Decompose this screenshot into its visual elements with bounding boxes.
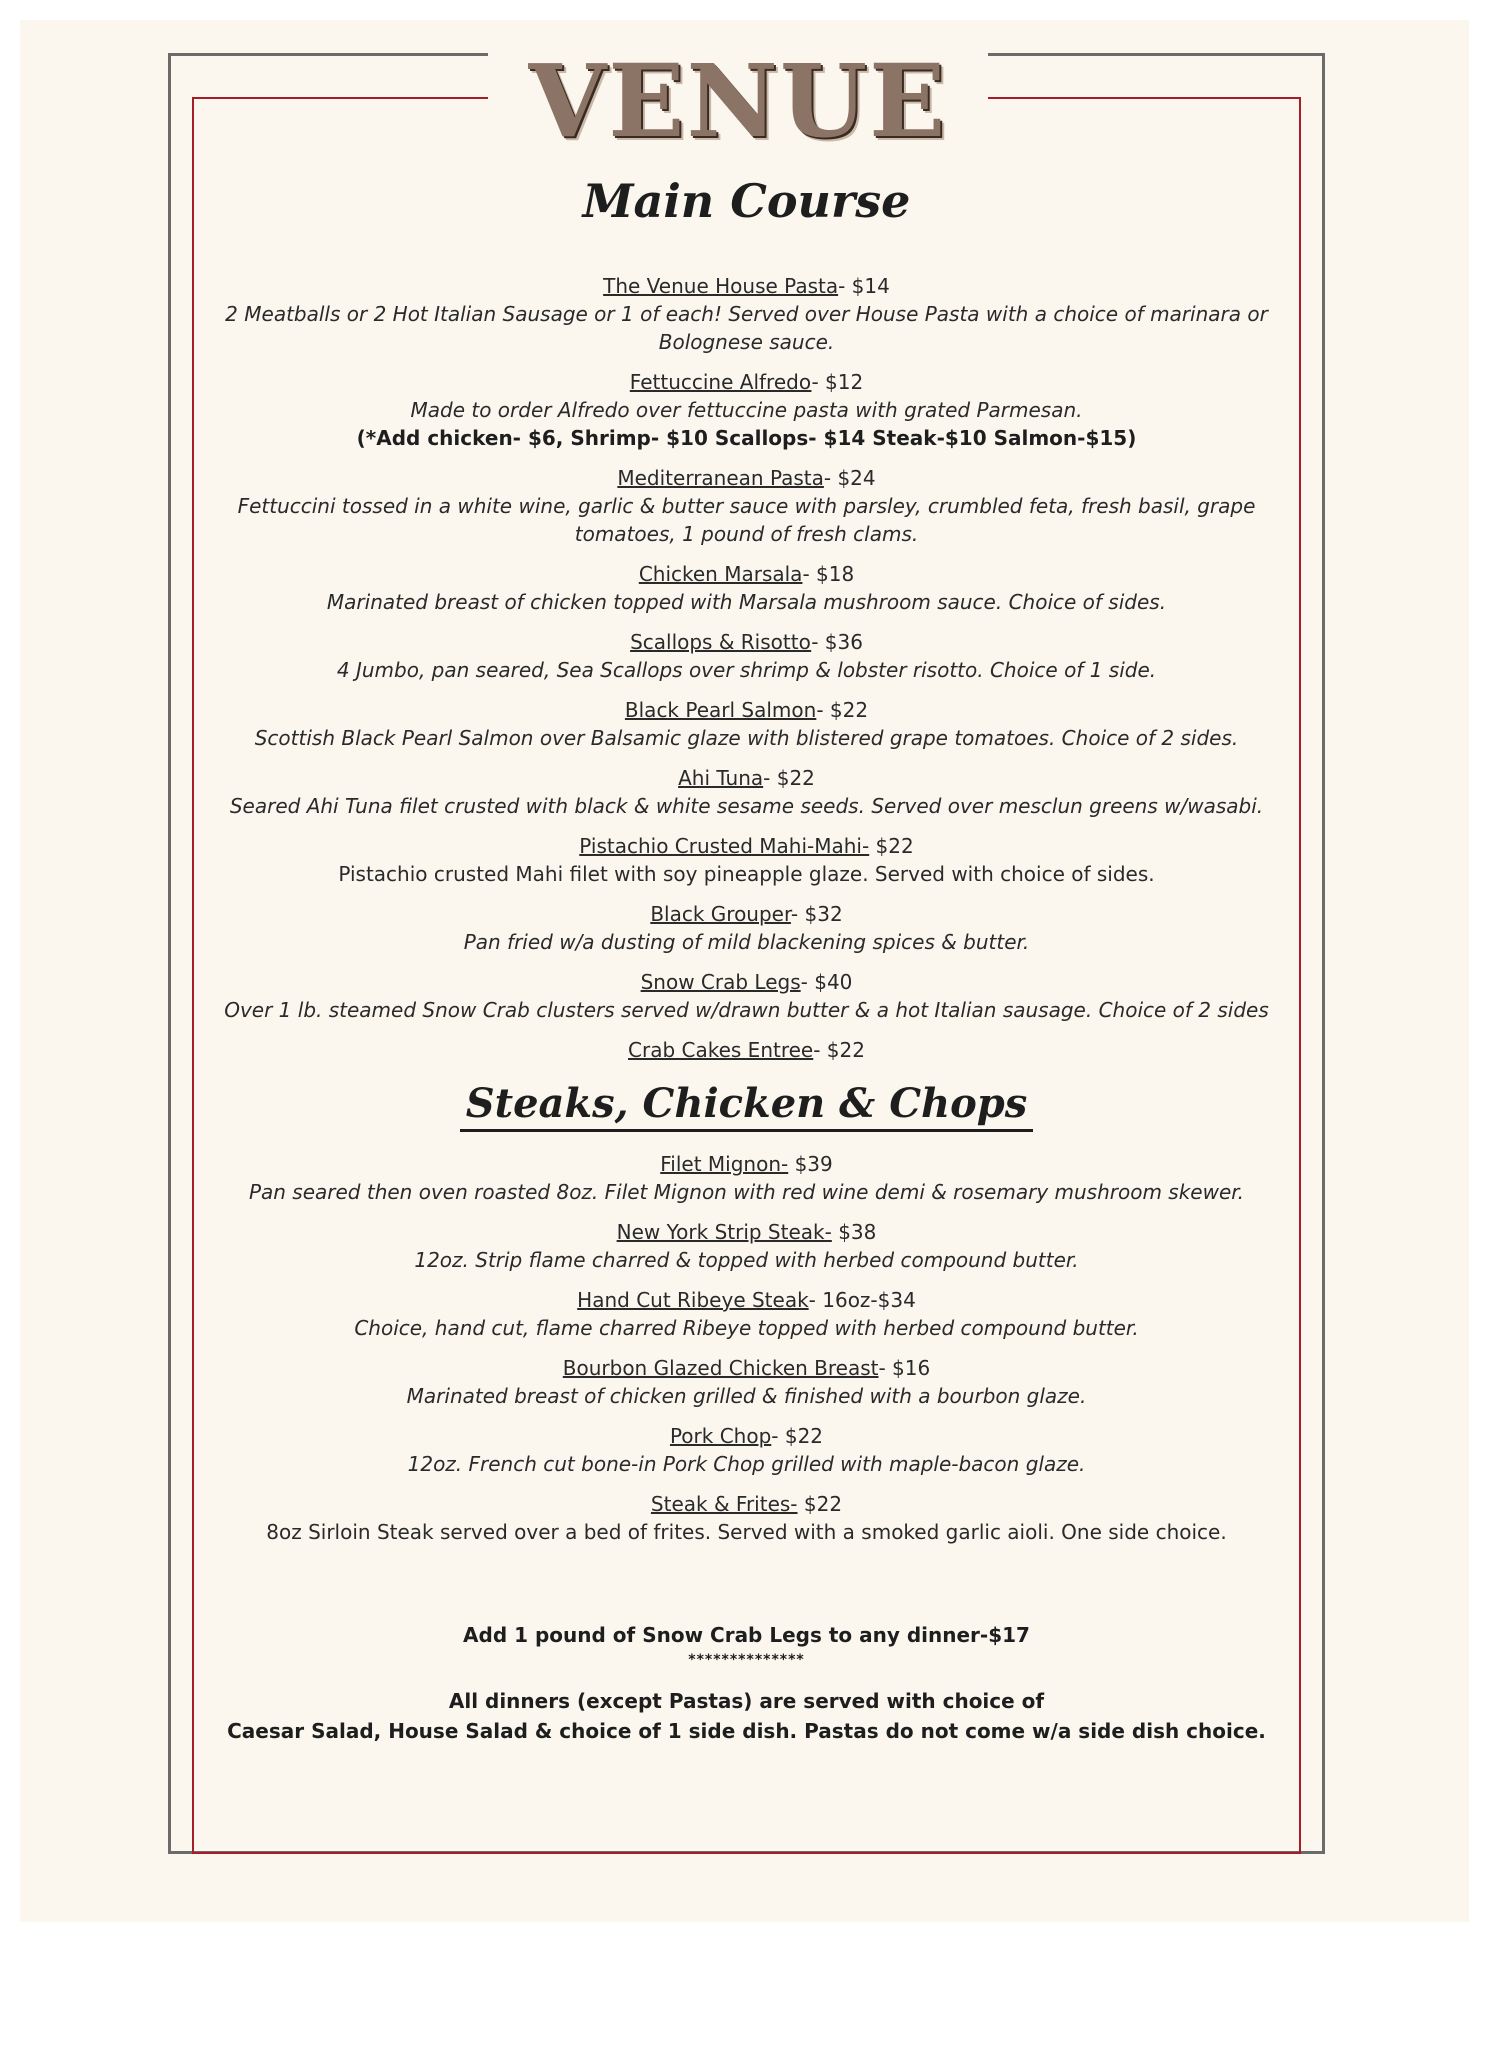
menu-item-title xyxy=(205,1286,1288,1314)
menu-item-name: Filet Mignon- xyxy=(660,1152,789,1176)
menu-item-description: Marinated breast of chicken grilled & finished with a bourbon glaze. xyxy=(406,1384,1087,1408)
menu-item-price: - $22 xyxy=(813,1038,865,1062)
menu-item xyxy=(205,1150,1288,1206)
menu-item-name: Ahi Tuna xyxy=(678,766,764,790)
menu-item-name: The Venue House Pasta xyxy=(603,274,839,298)
menu-item-title xyxy=(205,1422,1288,1450)
item-spacer xyxy=(205,548,1288,560)
menu-footer xyxy=(205,1620,1288,1746)
menu-item-price: - $12 xyxy=(811,370,864,394)
steaks-heading xyxy=(192,1080,1301,1132)
menu-item-description: 12oz. Strip flame charred & topped with herbed compound butter. xyxy=(414,1248,1079,1272)
snow-crab-addon: Add 1 pound of Snow Crab Legs to any dinner-$17 xyxy=(463,1623,1030,1647)
menu-item-name: Pork Chop xyxy=(669,1424,772,1448)
menu-item xyxy=(205,1036,1288,1064)
menu-item xyxy=(205,1422,1288,1478)
menu-item-title xyxy=(205,560,1288,588)
menu-item-price: - 16oz-$34 xyxy=(808,1288,916,1312)
menu-item xyxy=(205,764,1288,820)
menu-item-description: 2 Meatballs or 2 Hot Italian Sausage or 1 of each! Served over House Pasta with a choice of marinara or Bolognese sauce. xyxy=(225,302,1268,354)
item-spacer xyxy=(205,1342,1288,1354)
menu-item-title xyxy=(205,764,1288,792)
menu-item-description: Marinated breast of chicken topped with Marsala mushroom sauce. Choice of sides. xyxy=(326,590,1167,614)
menu-item-name: Chicken Marsala xyxy=(638,562,803,586)
menu-item-price: - $22 xyxy=(816,698,869,722)
menu-item-title xyxy=(205,1218,1288,1246)
menu-item-name: Scallops & Risotto xyxy=(630,630,812,654)
menu-item-price: - $32 xyxy=(790,902,843,926)
menu-item xyxy=(205,832,1288,888)
item-spacer xyxy=(205,1064,1288,1076)
menu-item-description: Over 1 lb. steamed Snow Crab clusters served w/drawn butter & a hot Italian sausage. Choice of 2 sides xyxy=(224,998,1269,1022)
item-spacer xyxy=(205,1410,1288,1422)
menu-item-title xyxy=(205,628,1288,656)
menu-item-title xyxy=(205,1036,1288,1064)
menu-item-title xyxy=(205,464,1288,492)
menu-item-description: Pan fried w/a dusting of mild blackening spices & butter. xyxy=(463,930,1030,954)
menu-item-name: Black Pearl Salmon xyxy=(624,698,817,722)
menu-item xyxy=(205,696,1288,752)
item-spacer xyxy=(205,1274,1288,1286)
menu-item xyxy=(205,968,1288,1024)
item-spacer xyxy=(205,752,1288,764)
item-spacer xyxy=(205,356,1288,368)
menu-item-price: $38 xyxy=(831,1220,877,1244)
item-spacer xyxy=(205,684,1288,696)
item-spacer xyxy=(205,616,1288,628)
menu-item-name: Steak & Frites- xyxy=(650,1492,798,1516)
menu-item xyxy=(205,1286,1288,1342)
main-course-heading xyxy=(192,174,1301,228)
menu-item-price: - $18 xyxy=(802,562,855,586)
menu-item-price: - $16 xyxy=(878,1356,931,1380)
menu-item-addons: (*Add chicken- $6, Shrimp- $10 Scallops- $14 Steak-$10 Salmon-$15) xyxy=(356,426,1137,450)
menu-item xyxy=(205,1490,1288,1546)
menu-item xyxy=(205,1218,1288,1274)
menu-item-title xyxy=(205,900,1288,928)
item-spacer xyxy=(205,452,1288,464)
menu-item-name: Pistachio Crusted Mahi-Mahi- xyxy=(579,834,870,858)
dinner-note-line-2: Caesar Salad, House Salad & choice of 1 side dish. Pastas do not come w/a side dish choice. xyxy=(227,1719,1266,1743)
menu-item-description: Seared Ahi Tuna filet crusted with black & white sesame seeds. Served over mesclun greens w/wasabi. xyxy=(229,794,1264,818)
menu-item-title xyxy=(205,832,1288,860)
menu-item-price: $22 xyxy=(797,1492,843,1516)
menu-item-price: - $40 xyxy=(800,970,853,994)
menu-item-name: Snow Crab Legs xyxy=(640,970,801,994)
menu-item-description: Pistachio crusted Mahi filet with soy pineapple glaze. Served with choice of sides. xyxy=(338,862,1155,886)
menu-item-name: Fettuccine Alfredo xyxy=(629,370,812,394)
item-spacer xyxy=(205,1206,1288,1218)
menu-item-title xyxy=(205,1354,1288,1382)
menu-item xyxy=(205,464,1288,548)
menu-item-name: Black Grouper xyxy=(650,902,791,926)
menu-item-title xyxy=(205,1150,1288,1178)
menu-item xyxy=(205,900,1288,956)
menu-item-title xyxy=(205,696,1288,724)
menu-item-price: - $36 xyxy=(811,630,863,654)
menu-item-price: $39 xyxy=(788,1152,833,1176)
menu-item-description: 4 Jumbo, pan seared, Sea Scallops over shrimp & lobster risotto. Choice of 1 side. xyxy=(336,658,1157,682)
item-spacer xyxy=(205,1024,1288,1036)
menu-item-title xyxy=(205,1490,1288,1518)
menu-item xyxy=(205,368,1288,452)
menu-item-price: - $22 xyxy=(771,1424,824,1448)
menu-item xyxy=(205,272,1288,356)
menu-item-name: Mediterranean Pasta xyxy=(617,466,824,490)
item-spacer xyxy=(205,820,1288,832)
menu-item-price: - $14 xyxy=(838,274,890,298)
menu-item-description: Scottish Black Pearl Salmon over Balsamic glaze with blistered grape tomatoes. Choice of 2 sides. xyxy=(254,726,1239,750)
menu-item-description: 8oz Sirloin Steak served over a bed of frites. Served with a smoked garlic aioli. One side choice. xyxy=(266,1520,1227,1544)
venue-logo: VENUE xyxy=(528,42,948,160)
item-spacer xyxy=(205,1478,1288,1490)
menu-item-name: Bourbon Glazed Chicken Breast xyxy=(562,1356,879,1380)
item-spacer xyxy=(205,1546,1288,1558)
menu-item xyxy=(205,560,1288,616)
menu-item-price: - $22 xyxy=(763,766,815,790)
main-course-heading-text: Main Course xyxy=(582,174,911,228)
menu-item-title xyxy=(205,368,1288,396)
steaks-heading-text: Steaks, Chicken & Chops xyxy=(460,1080,1034,1132)
menu-item-description: 12oz. French cut bone-in Pork Chop grilled with maple-bacon glaze. xyxy=(407,1452,1086,1476)
menu-item-description: Fettuccini tossed in a white wine, garlic & butter sauce with parsley, crumbled feta, fresh basil, grape tomatoes, 1 pound of fresh clams. xyxy=(237,494,1256,546)
menu-item-description: Pan seared then oven roasted 8oz. Filet Mignon with red wine demi & rosemary mushroom skewer. xyxy=(248,1180,1245,1204)
dinner-note-line-1: All dinners (except Pastas) are served with choice of xyxy=(448,1689,1045,1713)
menu-item-title xyxy=(205,968,1288,996)
menu-item-name: Crab Cakes Entree xyxy=(628,1038,814,1062)
menu-item-name: Hand Cut Ribeye Steak xyxy=(577,1288,809,1312)
main-course-list xyxy=(205,272,1288,1076)
menu-item xyxy=(205,628,1288,684)
menu-item-description: Made to order Alfredo over fettuccine pasta with grated Parmesan. xyxy=(410,398,1083,422)
menu-item-price: $22 xyxy=(869,834,914,858)
menu-item-price: - $24 xyxy=(823,466,876,490)
item-spacer xyxy=(205,888,1288,900)
menu-item-name: New York Strip Steak- xyxy=(616,1220,832,1244)
star-divider: ************** xyxy=(688,1652,805,1668)
steaks-list xyxy=(205,1150,1288,1558)
menu-item-title xyxy=(205,272,1288,300)
item-spacer xyxy=(205,956,1288,968)
menu-item-description: Choice, hand cut, flame charred Ribeye topped with herbed compound butter. xyxy=(354,1316,1139,1340)
menu-item xyxy=(205,1354,1288,1410)
